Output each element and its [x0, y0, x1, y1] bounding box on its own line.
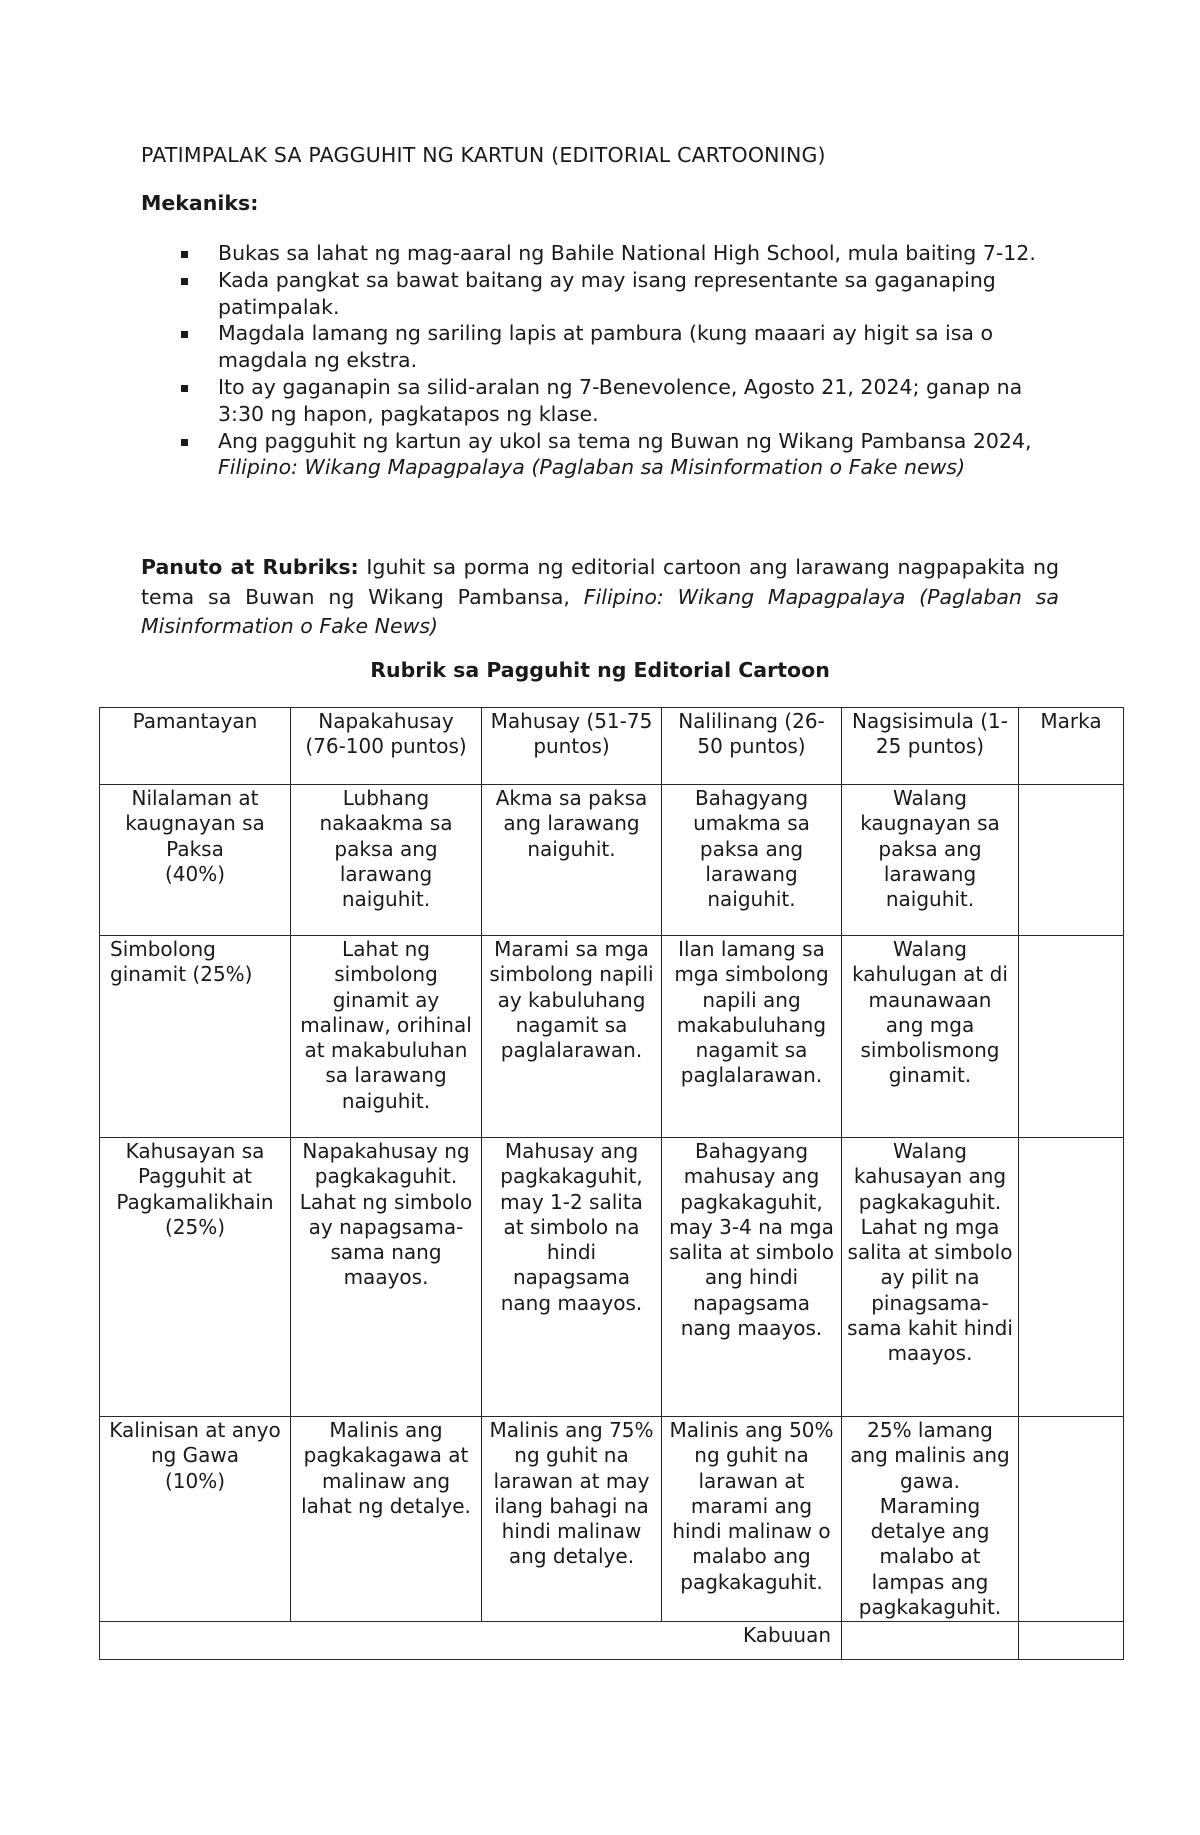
kabuuan-label: Kabuuan — [100, 1622, 842, 1660]
cell-napakahusay: Lahat ng simbolong ginamit ay malinaw, orihinal at makabuluhan sa larawang naiguhit. — [291, 936, 482, 1138]
list-item: Magdala lamang ng sariling lapis at pambura (kung maaari ay higit sa isa o magdala ng ekstra. — [141, 320, 1061, 374]
panuto-label: Panuto at Rubriks: — [141, 555, 359, 579]
table-row — [100, 936, 1124, 1138]
kabuuan-value-cell[interactable] — [842, 1622, 1019, 1660]
square-bullet-icon — [181, 251, 188, 258]
square-bullet-icon — [181, 278, 188, 285]
square-bullet-icon — [181, 385, 188, 392]
mekaniks-heading: Mekaniks: — [141, 191, 259, 215]
cell-mahusay: Mahusay ang pagkakaguhit, may 1-2 salita at simbolo na hindi napagsama nang maayos. — [482, 1138, 662, 1417]
marka-cell[interactable] — [1019, 1138, 1124, 1417]
panuto-text: Iguhit sa porma ng editorial cartoon ang larawang nagpapakita ng tema sa Buwan ng Wikang Pambansa, — [141, 555, 1059, 609]
tema-italic: Filipino: Wikang Mapagpalaya (Paglaban sa Misinformation o Fake news) — [218, 455, 966, 480]
kabuuan-marka-cell[interactable] — [1019, 1622, 1124, 1660]
header-nalilinang: Nalilinang (26-50 puntos) — [662, 708, 842, 785]
table-header-row — [100, 708, 1124, 785]
cell-nagsisimula: Walang kahulugan at di maunawaan ang mga simbolismong ginamit. — [842, 936, 1019, 1138]
list-item: Ang pagguhit ng kartun ay ukol sa tema ng Buwan ng Wikang Pambansa 2024, Filipino: Wikang Mapagpalaya (Paglaban sa Misinformation o Fake news) — [141, 428, 1061, 482]
square-bullet-icon — [181, 439, 188, 446]
cell-nagsisimula: 25% lamang ang malinis ang gawa. Maraming detalye ang malabo at lampas ang pagkakaguhit. — [842, 1417, 1019, 1622]
cell-mahusay: Akma sa paksa ang larawang naiguhit. — [482, 785, 662, 936]
marka-cell[interactable] — [1019, 936, 1124, 1138]
marka-cell[interactable] — [1019, 1417, 1124, 1622]
header-mahusay: Mahusay (51-75 puntos) — [482, 708, 662, 785]
page-title: PATIMPALAK SA PAGGUHIT NG KARTUN (EDITORIAL CARTOONING) — [141, 143, 826, 167]
square-bullet-icon — [181, 331, 188, 338]
rubric-title: Rubrik sa Pagguhit ng Editorial Cartoon — [370, 658, 830, 682]
header-napakahusay: Napakahusay (76-100 puntos) — [291, 708, 482, 785]
cell-napakahusay: Malinis ang pagkakagawa at malinaw ang lahat ng detalye. — [291, 1417, 482, 1622]
cell-napakahusay: Lubhang nakaakma sa paksa ang larawang naiguhit. — [291, 785, 482, 936]
header-nagsisimula: Nagsisimula (1-25 puntos) — [842, 708, 1019, 785]
cell-mahusay: Marami sa mga simbolong napili ay kabuluhang nagamit sa paglalarawan. — [482, 936, 662, 1138]
cell-mahusay: Malinis ang 75% ng guhit na larawan at may ilang bahagi na hindi malinaw ang detalye. — [482, 1417, 662, 1622]
table-row — [100, 785, 1124, 936]
table-row — [100, 1138, 1124, 1417]
cell-nalilinang: Bahagyang mahusay ang pagkakaguhit, may 3-4 na mga salita at simbolo ang hindi napagsama nang maayos. — [662, 1138, 842, 1417]
panuto-paragraph — [141, 553, 1059, 642]
cell-nagsisimula: Walang kahusayan ang pagkakaguhit. Lahat ng mga salita at simbolo ay pilit na pinagsama-sama kahit hindi maayos. — [842, 1138, 1019, 1417]
criterion-cell: Kalinisan at anyo ng Gawa (10%) — [100, 1417, 291, 1622]
cell-napakahusay: Napakahusay ng pagkakaguhit. Lahat ng simbolo ay napagsama-sama nang maayos. — [291, 1138, 482, 1417]
criterion-cell: Nilalaman at kaugnayan sa Paksa (40%) — [100, 785, 291, 936]
criterion-cell: Kahusayan sa Pagguhit at Pagkamalikhain (25%) — [100, 1138, 291, 1417]
header-marka: Marka — [1019, 708, 1124, 785]
cell-nalilinang: Bahagyang umakma sa paksa ang larawang naiguhit. — [662, 785, 842, 936]
cell-nalilinang: Malinis ang 50% ng guhit na larawan at marami ang hindi malinaw o malabo ang pagkakaguhit. — [662, 1417, 842, 1622]
total-row — [100, 1622, 1124, 1660]
table-row — [100, 1417, 1124, 1622]
list-item: Kada pangkat sa bawat baitang ay may isang representante sa gaganaping patimpalak. — [141, 267, 1061, 321]
panuto-italic: Filipino: Wikang Mapagpalaya (Paglaban sa Misinformation o Fake News) — [141, 584, 1059, 638]
mekaniks-list — [141, 240, 1061, 481]
criterion-cell: Simbolong ginamit (25%) — [100, 936, 291, 1138]
marka-cell[interactable] — [1019, 785, 1124, 936]
rubric-table — [99, 707, 1124, 1660]
cell-nagsisimula: Walang kaugnayan sa paksa ang larawang naiguhit. — [842, 785, 1019, 936]
header-pamantayan: Pamantayan — [100, 708, 291, 785]
list-item: Ito ay gaganapin sa silid-aralan ng 7-Benevolence, Agosto 21, 2024; ganap na 3:30 ng hapon, pagkatapos ng klase. — [141, 374, 1061, 428]
cell-nalilinang: Ilan lamang sa mga simbolong napili ang makabuluhang nagamit sa paglalarawan. — [662, 936, 842, 1138]
list-item: Bukas sa lahat ng mag-aaral ng Bahile National High School, mula baiting 7-12. — [141, 240, 1061, 267]
